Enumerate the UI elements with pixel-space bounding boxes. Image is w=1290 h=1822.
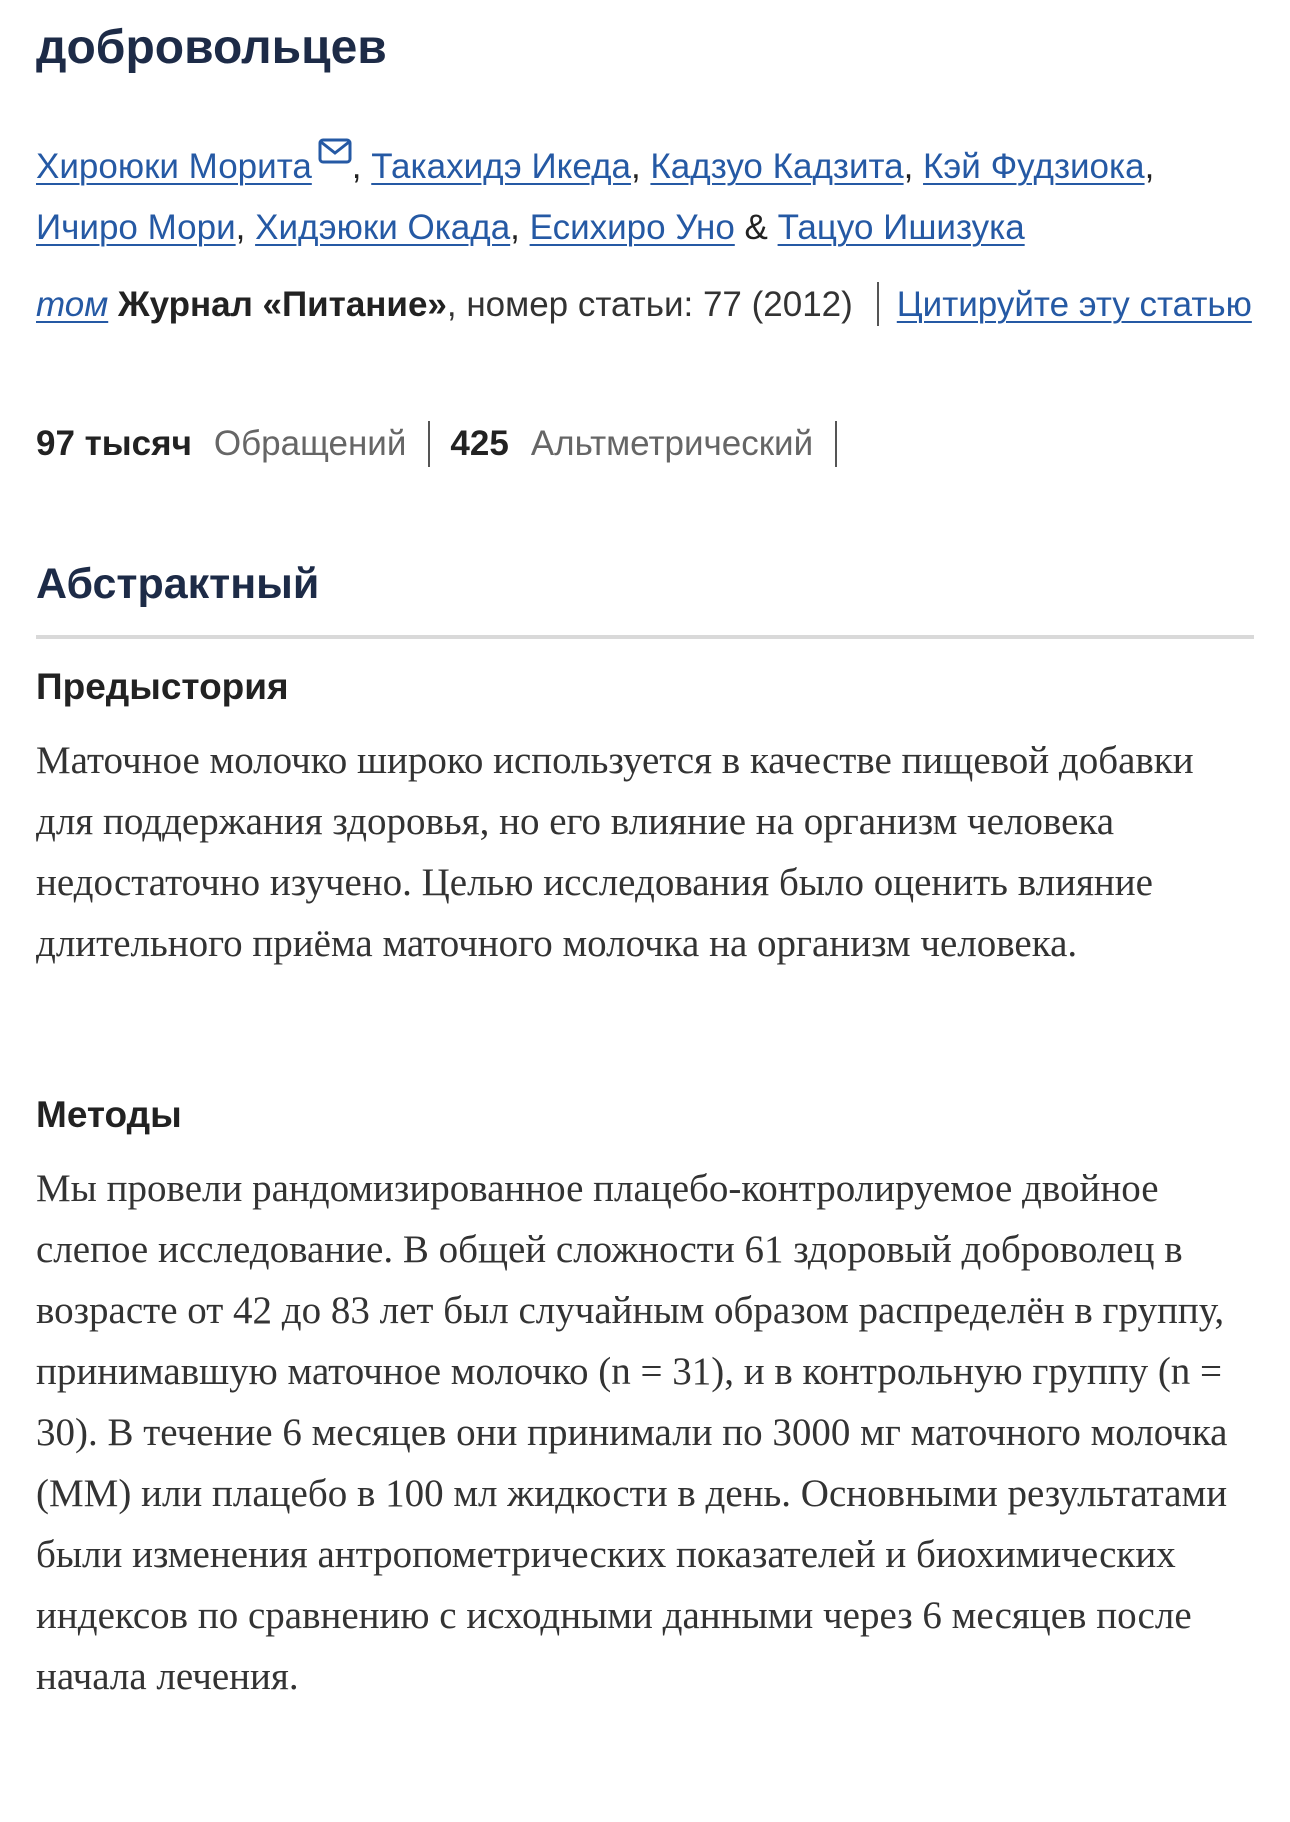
author-separator: , (903, 147, 924, 186)
journal-info (36, 278, 1254, 332)
accesses-label: Обращений (213, 424, 407, 463)
article-title: добровольцев (36, 21, 387, 74)
author-link[interactable]: Ичиро Мори (36, 208, 236, 247)
author-link[interactable]: Такахидэ Икеда (371, 147, 631, 186)
accesses-count: 97 тысяч (36, 424, 192, 463)
background-heading: Предыстория (36, 666, 289, 707)
metrics-divider (428, 421, 430, 467)
author-list (36, 122, 1254, 258)
mail-icon[interactable] (318, 122, 352, 148)
author-link[interactable]: Тацуо Ишизука (777, 208, 1025, 247)
author-separator: , (1144, 147, 1155, 186)
journal-name: Журнал «Питание» (117, 285, 447, 324)
abstract-heading: Абстрактный (36, 560, 320, 608)
author-separator: , (235, 208, 256, 247)
author-link[interactable]: Хироюки Морита (36, 147, 312, 186)
author-link[interactable]: Кэй Фудзиока (923, 147, 1145, 186)
methods-heading: Методы (36, 1094, 182, 1135)
article-metrics (36, 420, 857, 468)
background-text: Маточное молочко широко используется в качестве пищевой добавки для поддержания здоровья, но его влияние на организм человека недостаточно изучено. Целью исследования было оценить влияние длительного приёма маточного молочка на организм человека. (36, 739, 1194, 965)
author-separator: , (510, 208, 530, 247)
volume-link[interactable]: том (36, 285, 109, 324)
journal-divider (877, 282, 879, 326)
author-link[interactable]: Есихиро Уно (529, 208, 735, 247)
altmetric-label: Альтметрический (530, 424, 814, 463)
altmetric-score: 425 (450, 424, 509, 463)
methods-text: Мы провели рандомизированное плацебо-контролируемое двойное слепое исследование. В общей сложности 61 здоровый доброволец в возрасте от 42 до 83 лет был случайным образом распределён в группу, принимавшую маточное молочко (n = 31), и в контрольную группу (n = 30). В течение 6 месяцев они принимали по 3000 мг маточного молочка (ММ) или плацебо в 100 мл жидкости в день. Основными результатами были изменения антропометрических показателей и биохимических индексов по сравнению с исходными данными через 6 месяцев после начала лечения. (36, 1167, 1228, 1698)
author-separator: , (351, 147, 372, 186)
section-divider (36, 635, 1254, 639)
author-separator: & (734, 208, 778, 247)
cite-article-link[interactable]: Цитируйте эту статью (896, 285, 1252, 324)
author-link[interactable]: Кадзуо Кадзита (650, 147, 904, 186)
metrics-divider (835, 421, 837, 467)
author-link[interactable]: Хидэюки Окада (255, 208, 511, 247)
author-separator: , (630, 147, 651, 186)
article-number: , номер статьи: 77 (2012) (446, 285, 853, 324)
